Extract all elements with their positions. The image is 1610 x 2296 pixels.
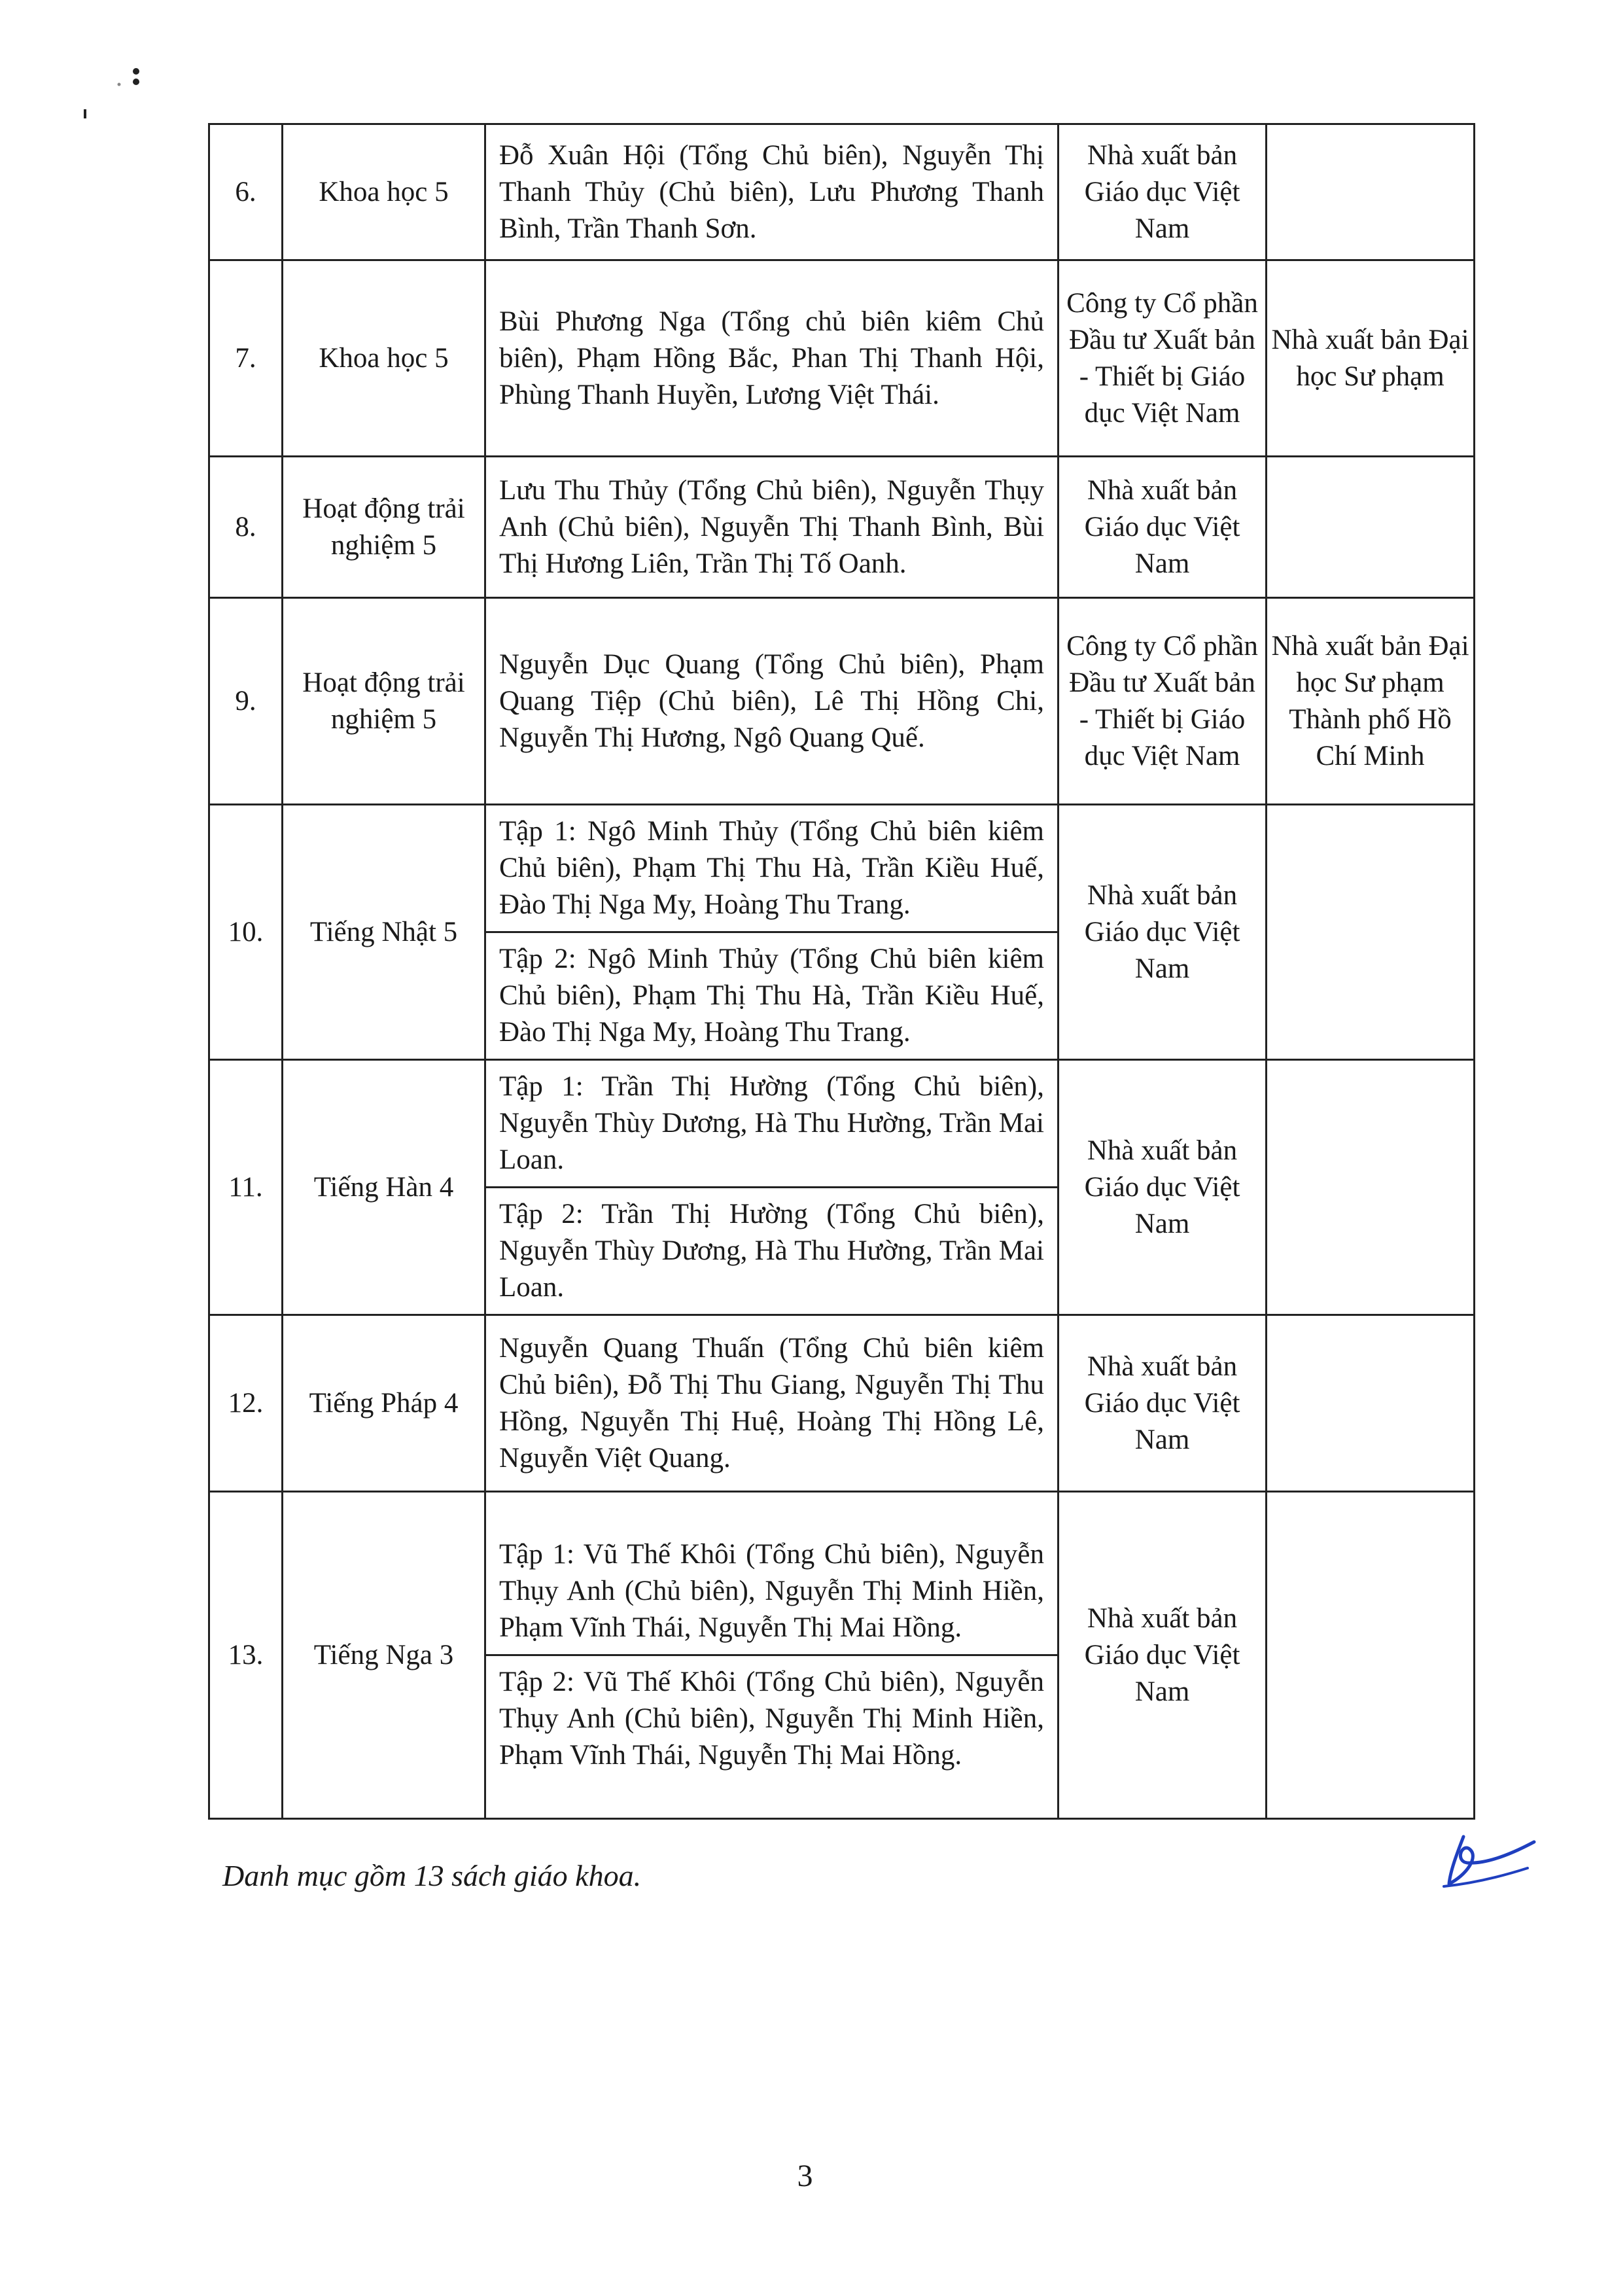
row-number: 7. [209, 260, 283, 457]
volume-2-authors: Tập 2: Ngô Minh Thủy (Tổng Chủ biên kiêm Chủ biên), Phạm Thị Thu Hà, Trần Kiều Huế, Đào Thị Nga My, Hoàng Thu Trang. [486, 931, 1057, 1059]
page-number: 3 [797, 2159, 813, 2193]
row-number: 11. [209, 1060, 283, 1315]
authors-cell: Đỗ Xuân Hội (Tổng Chủ biên), Nguyễn Thị Thanh Thủy (Chủ biên), Lưu Phương Thanh Bình, Trần Thanh Sơn. [485, 124, 1059, 260]
row-number: 6. [209, 124, 283, 260]
table-row [209, 260, 1475, 457]
volume-1-authors: Tập 1: Vũ Thế Khôi (Tổng Chủ biên), Nguyễn Thụy Anh (Chủ biên), Nguyễn Thị Minh Hiền, Phạm Vĩnh Thái, Nguyễn Thị Mai Hồng. [499, 1539, 1044, 1643]
table-row [209, 457, 1475, 598]
publisher-cell: Nhà xuất bản Giáo dục Việt Nam [1059, 1492, 1267, 1819]
signature-initial-icon [1429, 1816, 1541, 1894]
authors-cell [485, 1492, 1059, 1819]
publisher-cell: Nhà xuất bản Giáo dục Việt Nam [1059, 805, 1267, 1060]
row-number: 9. [209, 598, 283, 805]
publisher-cell: Nhà xuất bản Giáo dục Việt Nam [1059, 124, 1267, 260]
book-title: Khoa học 5 [283, 124, 485, 260]
table-row [209, 124, 1475, 260]
volume-2-authors: Tập 2: Vũ Thế Khôi (Tổng Chủ biên), Nguyễn Thụy Anh (Chủ biên), Nguyễn Thị Minh Hiền, Phạm Vĩnh Thái, Nguyễn Thị Mai Hồng. [486, 1654, 1057, 1782]
authors-cell: Nguyễn Dục Quang (Tổng Chủ biên), Phạm Quang Tiệp (Chủ biên), Lê Thị Hồng Chi, Nguyễn Thị Hương, Ngô Quang Quế. [485, 598, 1059, 805]
authors-cell: Bùi Phương Nga (Tổng chủ biên kiêm Chủ biên), Phạm Hồng Bắc, Phan Thị Thanh Hội, Phùng Thanh Huyền, Lương Việt Thái. [485, 260, 1059, 457]
book-title: Hoạt động trải nghiệm 5 [283, 457, 485, 598]
footer-note: Danh mục gồm 13 sách giáo khoa. [222, 1859, 642, 1892]
book-title: Tiếng Nhật 5 [283, 805, 485, 1060]
publisher-cell: Công ty Cổ phần Đầu tư Xuất bản - Thiết bị Giáo dục Việt Nam [1059, 598, 1267, 805]
volume-1-authors: Tập 1: Trần Thị Hường (Tổng Chủ biên), Nguyễn Thùy Dương, Hà Thu Hường, Trần Mai Loan. [499, 1071, 1044, 1175]
book-title: Hoạt động trải nghiệm 5 [283, 598, 485, 805]
publisher-cell: Nhà xuất bản Giáo dục Việt Nam [1059, 1315, 1267, 1492]
row-number: 13. [209, 1492, 283, 1819]
book-title: Tiếng Pháp 4 [283, 1315, 485, 1492]
table-row [209, 1492, 1475, 1819]
copublisher-cell [1267, 805, 1475, 1060]
scan-specks-icon [72, 62, 177, 121]
publisher-cell: Nhà xuất bản Giáo dục Việt Nam [1059, 1060, 1267, 1315]
publisher-cell: Nhà xuất bản Giáo dục Việt Nam [1059, 457, 1267, 598]
table-row [209, 1060, 1475, 1315]
copublisher-cell [1267, 457, 1475, 598]
table-row [209, 805, 1475, 1060]
copublisher-cell: Nhà xuất bản Đại học Sư phạm [1267, 260, 1475, 457]
copublisher-cell: Nhà xuất bản Đại học Sư phạm Thành phố Hồ Chí Minh [1267, 598, 1475, 805]
book-title: Khoa học 5 [283, 260, 485, 457]
copublisher-cell [1267, 124, 1475, 260]
authors-cell [485, 805, 1059, 1060]
table-row [209, 598, 1475, 805]
copublisher-cell [1267, 1060, 1475, 1315]
authors-cell: Nguyễn Quang Thuấn (Tổng Chủ biên kiêm Chủ biên), Đỗ Thị Thu Giang, Nguyễn Thị Thu Hồng, Nguyễn Thị Huệ, Hoàng Thị Hồng Lê, Nguyễn Việt Quang. [485, 1315, 1059, 1492]
authors-cell: Lưu Thu Thủy (Tổng Chủ biên), Nguyễn Thụy Anh (Chủ biên), Nguyễn Thị Thanh Bình, Bùi Thị Hương Liên, Trần Thị Tố Oanh. [485, 457, 1059, 598]
publisher-cell: Công ty Cổ phần Đầu tư Xuất bản - Thiết bị Giáo dục Việt Nam [1059, 260, 1267, 457]
copublisher-cell [1267, 1492, 1475, 1819]
volume-1-authors: Tập 1: Ngô Minh Thủy (Tổng Chủ biên kiêm Chủ biên), Phạm Thị Thu Hà, Trần Kiều Huế, Đào Thị Nga My, Hoàng Thu Trang. [499, 816, 1044, 920]
textbook-table [208, 123, 1475, 1820]
volume-2-authors: Tập 2: Trần Thị Hường (Tổng Chủ biên), Nguyễn Thùy Dương, Hà Thu Hường, Trần Mai Loan. [486, 1186, 1057, 1314]
row-number: 10. [209, 805, 283, 1060]
authors-cell [485, 1060, 1059, 1315]
book-title: Tiếng Nga 3 [283, 1492, 485, 1819]
copublisher-cell [1267, 1315, 1475, 1492]
table-row [209, 1315, 1475, 1492]
row-number: 8. [209, 457, 283, 598]
row-number: 12. [209, 1315, 283, 1492]
book-title: Tiếng Hàn 4 [283, 1060, 485, 1315]
